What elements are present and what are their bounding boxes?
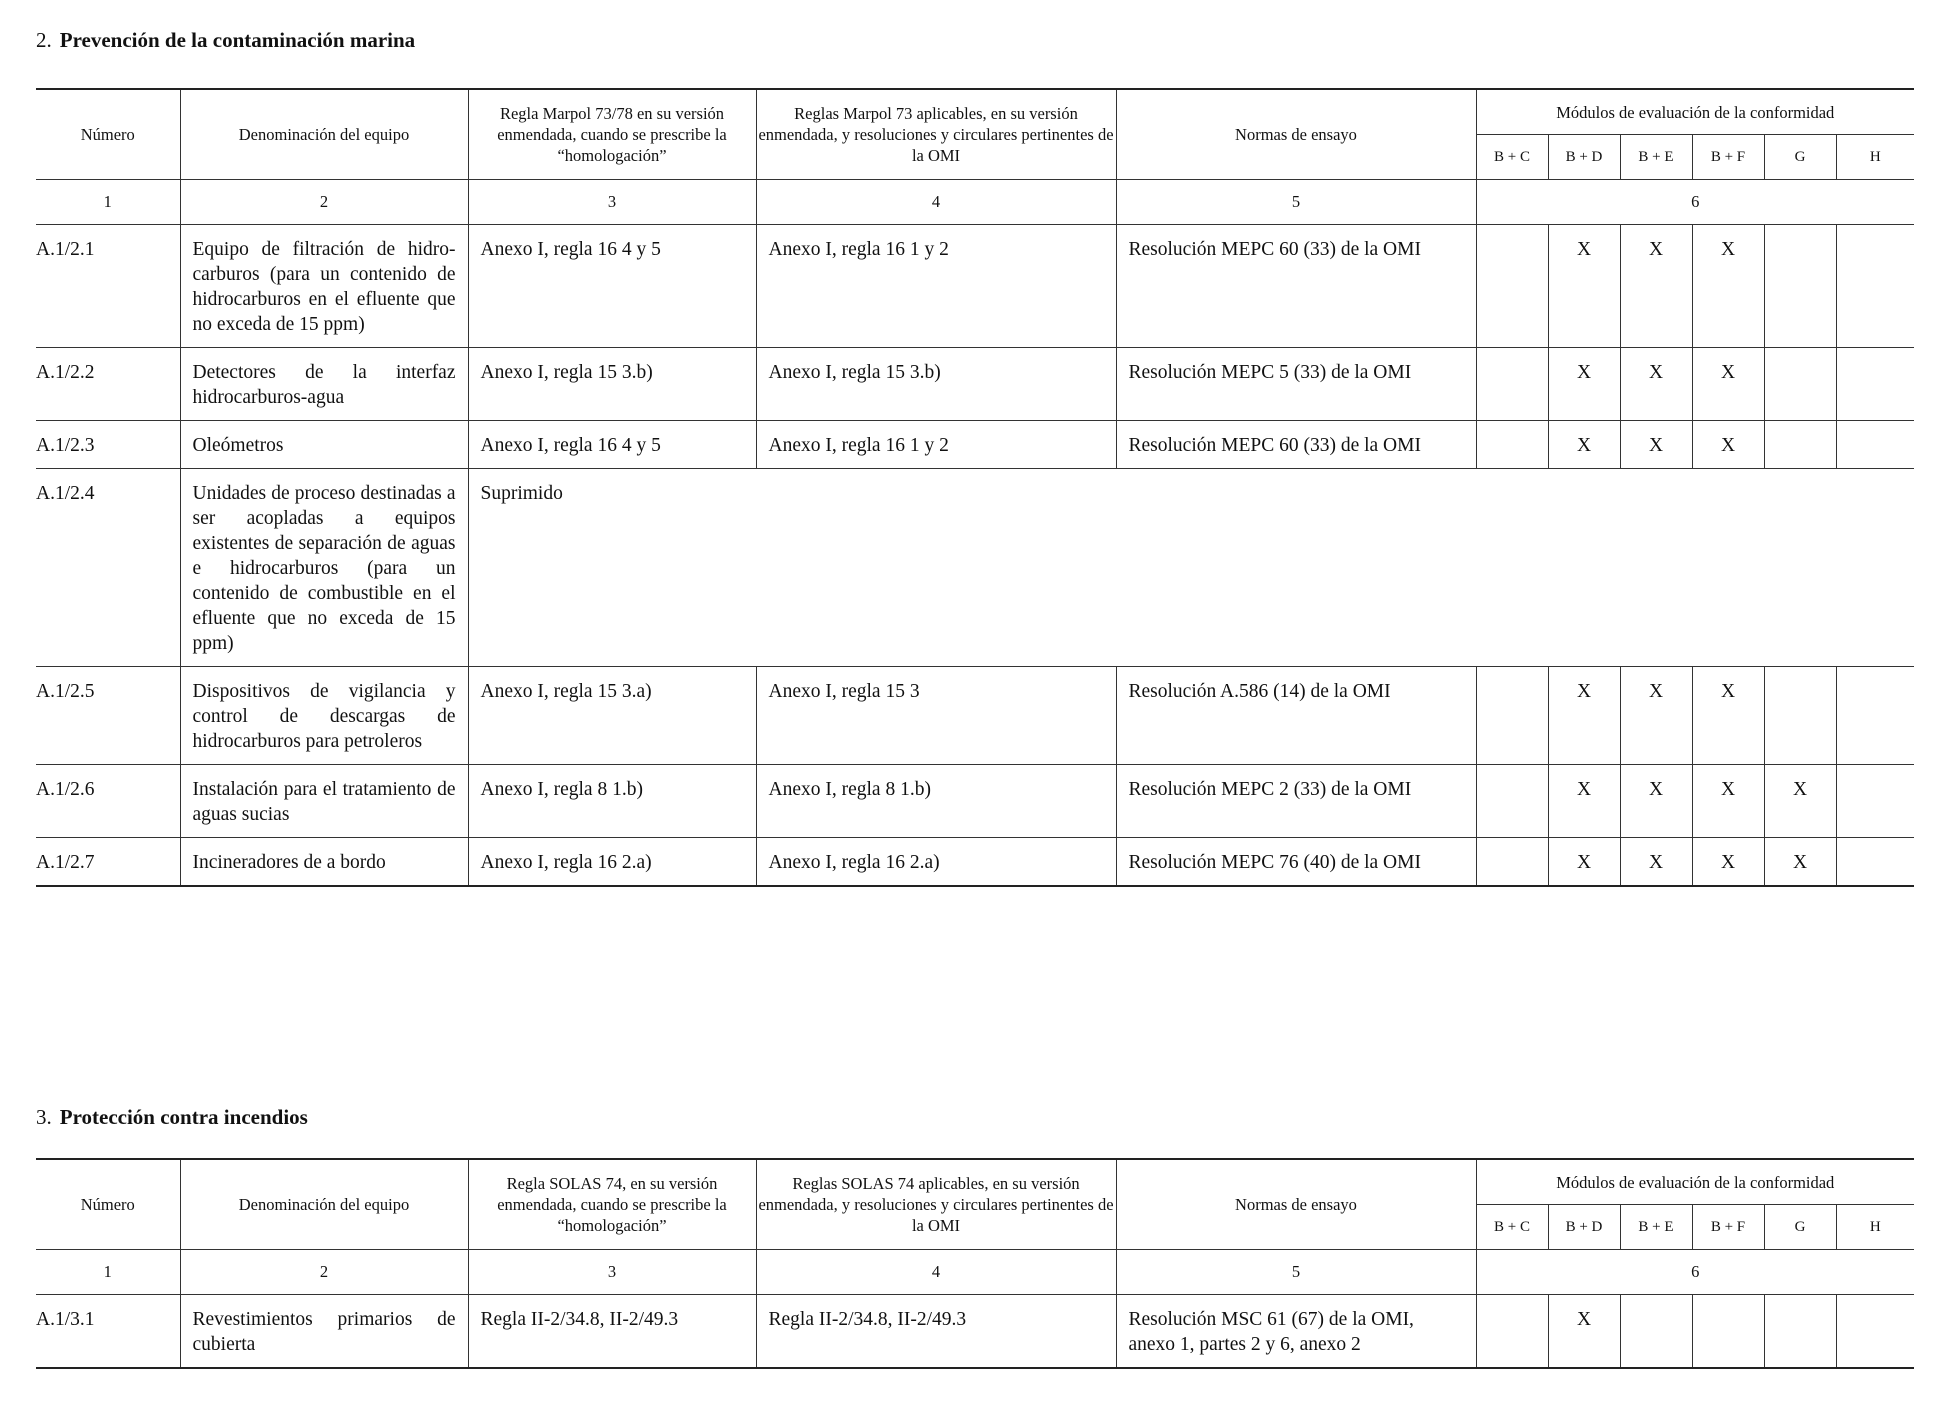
item-number: A.1/2.4	[36, 469, 180, 667]
module-mark: X	[1764, 838, 1836, 887]
module-mark	[1836, 348, 1914, 421]
column-number: 2	[180, 180, 468, 225]
column-number: 1	[36, 180, 180, 225]
table-row	[36, 469, 1914, 667]
column-number: 4	[756, 180, 1116, 225]
column-number: 1	[36, 1250, 180, 1295]
reglas-aplicables-cell: Anexo I, regla 16 2.a)	[756, 838, 1116, 887]
header-regla-prescribe: Regla SOLAS 74, en su versión enmendada, cuando se prescribe la “homologación”	[468, 1159, 756, 1250]
module-mark	[1836, 421, 1914, 469]
regla-prescribe-cell: Anexo I, regla 16 4 y 5	[468, 421, 756, 469]
header-numero: Número	[36, 89, 180, 180]
module-col-header: B + D	[1548, 1205, 1620, 1250]
table-row	[36, 421, 1914, 469]
normas-cell: Resolución A.586 (14) de la OMI	[1116, 667, 1476, 765]
normas-cell: Resolución MEPC 76 (40) de la OMI	[1116, 838, 1476, 887]
module-mark	[1476, 765, 1548, 838]
header-reglas-aplicables: Reglas SOLAS 74 aplicables, en su versión enmendada, y resoluciones y circulares pertinentes de la OMI	[756, 1159, 1116, 1250]
item-number: A.1/2.5	[36, 667, 180, 765]
module-mark: X	[1620, 421, 1692, 469]
header-numero: Número	[36, 1159, 180, 1250]
module-mark	[1764, 348, 1836, 421]
module-mark: X	[1548, 225, 1620, 348]
module-col-header: G	[1764, 1205, 1836, 1250]
module-col-header: H	[1836, 135, 1914, 180]
item-number: A.1/2.7	[36, 838, 180, 887]
equipment-name: Incineradores de a bordo	[180, 838, 468, 887]
module-mark: X	[1692, 838, 1764, 887]
item-number: A.1/2.1	[36, 225, 180, 348]
module-mark: X	[1620, 667, 1692, 765]
regla-prescribe-cell: Regla II-2/34.8, II-2/49.3	[468, 1295, 756, 1369]
item-number: A.1/2.6	[36, 765, 180, 838]
module-mark	[1476, 421, 1548, 469]
reglas-aplicables-cell: Anexo I, regla 16 1 y 2	[756, 225, 1116, 348]
module-mark	[1476, 348, 1548, 421]
normas-cell: Resolución MSC 61 (67) de la OMI, anexo 1, partes 2 y 6, anexo 2	[1116, 1295, 1476, 1369]
module-mark: X	[1764, 765, 1836, 838]
module-mark: X	[1692, 348, 1764, 421]
module-col-header: B + C	[1476, 135, 1548, 180]
suppressed-note: Suprimido	[468, 469, 1914, 667]
module-mark: X	[1548, 1295, 1620, 1369]
section-number: 2.	[36, 28, 52, 52]
section-2-title	[36, 28, 415, 53]
module-mark	[1836, 667, 1914, 765]
header-modulos: Módulos de evaluación de la conformidad	[1476, 89, 1914, 135]
module-mark: X	[1548, 421, 1620, 469]
section-heading: Protección contra incendios	[59, 1105, 308, 1129]
column-number: 5	[1116, 180, 1476, 225]
reglas-aplicables-cell: Regla II-2/34.8, II-2/49.3	[756, 1295, 1116, 1369]
module-mark: X	[1548, 348, 1620, 421]
regla-prescribe-cell: Anexo I, regla 16 2.a)	[468, 838, 756, 887]
reglas-aplicables-cell: Anexo I, regla 8 1.b)	[756, 765, 1116, 838]
module-col-header: G	[1764, 135, 1836, 180]
table-row	[36, 225, 1914, 348]
normas-cell: Resolución MEPC 5 (33) de la OMI	[1116, 348, 1476, 421]
module-mark	[1836, 838, 1914, 887]
column-number: 2	[180, 1250, 468, 1295]
item-number: A.1/2.3	[36, 421, 180, 469]
equipment-name: Instalación para el tratamiento de aguas sucias	[180, 765, 468, 838]
table-row	[36, 348, 1914, 421]
column-number: 3	[468, 180, 756, 225]
module-mark	[1620, 1295, 1692, 1369]
normas-cell: Resolución MEPC 60 (33) de la OMI	[1116, 225, 1476, 348]
module-mark: X	[1548, 765, 1620, 838]
column-number: 6	[1476, 180, 1914, 225]
module-mark: X	[1620, 838, 1692, 887]
module-mark	[1836, 225, 1914, 348]
module-mark	[1476, 667, 1548, 765]
module-col-header: H	[1836, 1205, 1914, 1250]
module-mark	[1476, 1295, 1548, 1369]
header-denominacion: Denominación del equipo	[180, 89, 468, 180]
module-mark	[1764, 421, 1836, 469]
table-row	[36, 838, 1914, 887]
header-denominacion: Denominación del equipo	[180, 1159, 468, 1250]
regla-prescribe-cell: Anexo I, regla 15 3.b)	[468, 348, 756, 421]
module-mark: X	[1620, 348, 1692, 421]
module-mark	[1836, 765, 1914, 838]
header-normas: Normas de ensayo	[1116, 1159, 1476, 1250]
module-mark: X	[1548, 838, 1620, 887]
column-number: 3	[468, 1250, 756, 1295]
table-row	[36, 1295, 1914, 1369]
module-mark: X	[1692, 765, 1764, 838]
section-number: 3.	[36, 1105, 52, 1129]
section-2-table	[36, 88, 1914, 887]
equipment-name: Revestimientos primarios de cubierta	[180, 1295, 468, 1369]
section-3-table	[36, 1158, 1914, 1369]
module-col-header: B + E	[1620, 1205, 1692, 1250]
table-row	[36, 667, 1914, 765]
regla-prescribe-cell: Anexo I, regla 8 1.b)	[468, 765, 756, 838]
column-number: 4	[756, 1250, 1116, 1295]
table-row	[36, 765, 1914, 838]
reglas-aplicables-cell: Anexo I, regla 15 3.b)	[756, 348, 1116, 421]
header-regla-prescribe: Regla Marpol 73/78 en su versión enmendada, cuando se prescribe la “homologación”	[468, 89, 756, 180]
module-col-header: B + F	[1692, 135, 1764, 180]
column-number: 5	[1116, 1250, 1476, 1295]
item-number: A.1/2.2	[36, 348, 180, 421]
module-mark	[1476, 225, 1548, 348]
module-mark	[1476, 838, 1548, 887]
normas-cell: Resolución MEPC 2 (33) de la OMI	[1116, 765, 1476, 838]
column-number: 6	[1476, 1250, 1914, 1295]
module-mark: X	[1692, 421, 1764, 469]
header-normas: Normas de ensayo	[1116, 89, 1476, 180]
module-mark: X	[1620, 225, 1692, 348]
equipment-name: Unidades de proceso destinadas a ser acopladas a equipos existentes de separación de aguas e hidrocarburos (para un contenido de combustible en el efluente que no exceda de 15 ppm)	[180, 469, 468, 667]
section-heading: Prevención de la contaminación marina	[59, 28, 416, 52]
section-3-title	[36, 1105, 308, 1130]
module-col-header: B + D	[1548, 135, 1620, 180]
module-mark	[1836, 1295, 1914, 1369]
module-col-header: B + C	[1476, 1205, 1548, 1250]
header-reglas-aplicables: Reglas Marpol 73 aplicables, en su versión enmendada, y resoluciones y circulares pertinentes de la OMI	[756, 89, 1116, 180]
reglas-aplicables-cell: Anexo I, regla 16 1 y 2	[756, 421, 1116, 469]
module-mark: X	[1692, 225, 1764, 348]
equipment-name: Dispositivos de vigilancia y control de descargas de hidrocarburos para petroleros	[180, 667, 468, 765]
module-mark	[1692, 1295, 1764, 1369]
module-mark: X	[1692, 667, 1764, 765]
equipment-name: Oleómetros	[180, 421, 468, 469]
module-mark	[1764, 225, 1836, 348]
equipment-name: Equipo de filtración de hidrocarburos (para un contenido de hidrocarburos en el efluente que no exceda de 15 ppm)	[180, 225, 468, 348]
module-col-header: B + E	[1620, 135, 1692, 180]
equipment-name: Detectores de la interfaz hidrocarburos-agua	[180, 348, 468, 421]
regla-prescribe-cell: Anexo I, regla 16 4 y 5	[468, 225, 756, 348]
reglas-aplicables-cell: Anexo I, regla 15 3	[756, 667, 1116, 765]
regla-prescribe-cell: Anexo I, regla 15 3.a)	[468, 667, 756, 765]
module-mark: X	[1620, 765, 1692, 838]
header-modulos: Módulos de evaluación de la conformidad	[1476, 1159, 1914, 1205]
item-number: A.1/3.1	[36, 1295, 180, 1369]
module-col-header: B + F	[1692, 1205, 1764, 1250]
module-mark	[1764, 1295, 1836, 1369]
module-mark: X	[1548, 667, 1620, 765]
module-mark	[1764, 667, 1836, 765]
normas-cell: Resolución MEPC 60 (33) de la OMI	[1116, 421, 1476, 469]
